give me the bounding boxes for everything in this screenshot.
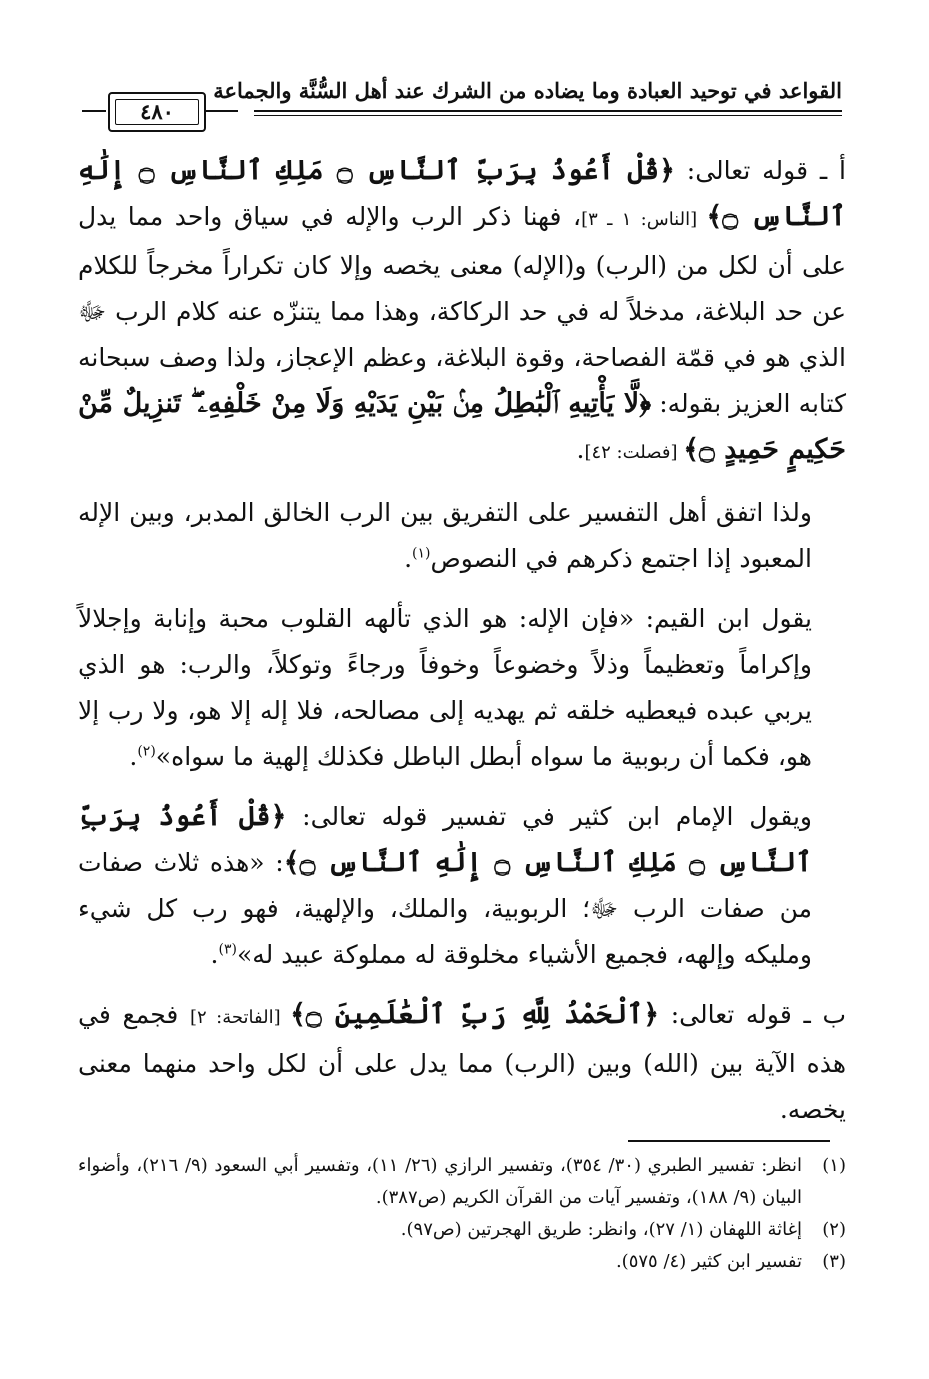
paragraph <box>78 490 846 582</box>
footnote <box>78 1246 846 1278</box>
paragraph-text: . <box>129 742 138 771</box>
paragraph-text: . <box>576 435 585 464</box>
page-number: ٤٨٠ <box>115 99 199 125</box>
running-header <box>82 78 842 138</box>
paragraph-text: ب ـ قوله تعالى: <box>659 1000 847 1029</box>
page-number-box <box>108 92 206 132</box>
footnote-text: إغاثة اللهفان (١/ ٢٧)، وانظر: طريق الهجرتين (ص٩٧). <box>400 1219 802 1240</box>
header-rule <box>254 110 842 112</box>
paragraph-text: . <box>210 940 219 969</box>
footnote-marker[interactable]: (٢) <box>137 743 156 760</box>
footnote-number: (٣) <box>822 1251 846 1272</box>
paragraph-text: ولذا اتفق أهل التفسير على التفريق بين الرب الخالق المدبر، وبين الإله المعبود إذا اجتمع ذكرهم في النصوص <box>78 498 812 573</box>
footnote-text: تفسير ابن كثير (٤/ ٥٧٥). <box>615 1251 802 1272</box>
paragraph-text: ، فهنا ذكر الرب والإله في سياق واحد مما يدل على أن لكل من (الرب) و(الإله) معنى يخصه وإلا كان تكراراً مخرجاً للكلام عن حد البلاغة، مدخلاً له في حد الركاكة، وهذا مما يتنزّه عنه كلام الرب ﷻ الذي هو في قمّة الفصاحة، وقوة البلاغة، وعظم الإعجاز، ولذا وصف سبحانه كتابه العزيز بقوله: <box>78 202 846 418</box>
footnote-marker[interactable]: (١) <box>412 545 431 562</box>
footnote <box>78 1214 846 1246</box>
quran-verse: ﴿ٱلْحَمْدُ لِلَّهِ رَبِّ ٱلْعَٰلَمِينَ ۝﴾ <box>290 999 660 1030</box>
verse-reference: [الفاتحة: ٢] <box>190 1007 291 1028</box>
footnote-separator <box>628 1140 830 1142</box>
paragraph-text: أ ـ قوله تعالى: <box>674 156 846 185</box>
footnote-text: انظر: تفسير الطبري (٣٠/ ٣٥٤)، وتفسير الرازي (٢٦/ ١١)، وتفسير أبي السعود (٩/ ٢١٦)، وأضواء البيان (٩/ ١٨٨)، وتفسير آيات من القرآن الكريم (ص٣٨٧). <box>78 1155 803 1208</box>
page-number-frame <box>82 92 240 134</box>
frame-ornament <box>206 110 238 112</box>
footnote-number: (١) <box>822 1155 846 1176</box>
paragraph-text: ويقول الإمام ابن كثير في تفسير قوله تعالى: <box>286 802 813 831</box>
paragraph-text: . <box>404 544 413 573</box>
paragraph <box>78 148 846 476</box>
paragraph <box>78 992 846 1133</box>
header-title: القواعد في توحيد العبادة وما يضاده من الشرك عند أهل السُّنَّة والجماعة <box>213 78 842 103</box>
paragraph <box>78 596 846 780</box>
footnote-marker[interactable]: (٣) <box>218 941 237 958</box>
paragraph <box>78 794 846 978</box>
paragraph-text: فجمع في هذه الآية بين (الله) وبين (الرب) مما يدل على أن لكل واحد منهما معنى يخصه. <box>78 1000 846 1124</box>
quran-verse: ﴿قُلْ أَعُوذُ بِرَبِّ ٱلنَّاسِ ۝ مَلِكِ ٱلنَّاسِ ۝ إِلَٰهِ ٱلنَّاسِ ۝﴾ <box>78 155 846 232</box>
footnote <box>78 1150 846 1214</box>
header-rule <box>254 115 842 116</box>
body-text <box>78 148 846 1147</box>
verse-reference: [الناس: ١ ـ ٣] <box>581 209 707 230</box>
quran-verse: ﴿لَّا يَأْتِيهِ ٱلْبَٰطِلُ مِنۢ بَيْنِ يَدَيْهِ وَلَا مِنْ خَلْفِهِۦ ۖ تَنزِيلٌ مِّنْ حَكِيمٍ حَمِيدٍ ۝﴾ <box>78 388 846 465</box>
frame-ornament <box>82 110 106 112</box>
footnote-number: (٢) <box>822 1219 846 1240</box>
footnotes <box>78 1150 846 1278</box>
paragraph-text: يقول ابن القيم: «فإن الإله: هو الذي تألهه القلوب محبة وإنابة وإجلالاً وإكراماً وتعظيماً وذلاً وخضوعاً وخوفاً ورجاءً وتوكلاً، والرب: هو الذي يربي عبده فيعطيه خلقه ثم يهديه إلى مصالحه، فلا إله إلا هو، ولا رب إلا هو، فكما أن ربوبية ما سواه أبطل الباطل فكذلك إلهية ما سواه» <box>78 604 812 771</box>
quran-verse: ﴿قُلْ أَعُوذُ بِرَبِّ ٱلنَّاسِ ۝ مَلِكِ ٱلنَّاسِ ۝ إِلَٰهِ ٱلنَّاسِ ۝﴾ <box>78 801 812 878</box>
verse-reference: [فصلت: ٤٢] <box>584 442 684 463</box>
paragraph-text: : «هذه ثلاث صفات من صفات الرب ﷻ؛ الربوبية، والملك، والإلهية، فهو رب كل شيء ومليكه وإلهه، فجميع الأشياء مخلوقة له مملوكة عبيد له» <box>78 848 812 969</box>
